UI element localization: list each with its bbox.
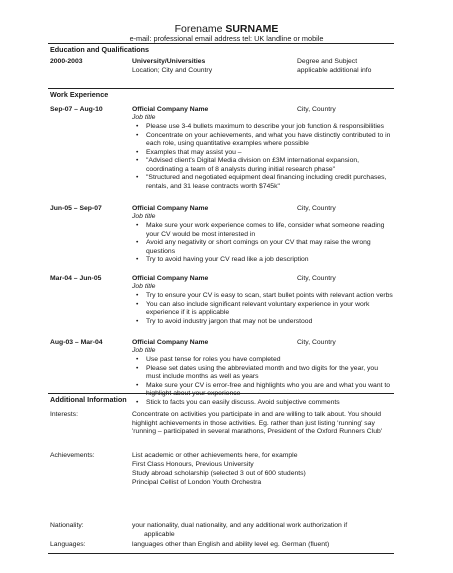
job-company: Official Company Name (132, 339, 209, 346)
job-bullets (132, 356, 394, 407)
achievement-item: Study abroad scholarship (selected 3 out of 600 students) (132, 470, 306, 477)
work-heading: Work Experience (50, 90, 109, 99)
list-item: • "Structured and negotiated equipment deal financing including credit purchases, rentals, and 31 lease contracts worth $745k" (132, 174, 394, 191)
job-location: City, Country (297, 339, 336, 346)
education-institution: University/Universities (132, 58, 206, 65)
nationality-label: Nationality: (50, 522, 84, 529)
achievement-item: First Class Honours, Previous University (132, 461, 254, 468)
job-dates: Jun-05 – Sep-07 (50, 205, 102, 212)
job-location: City, Country (297, 205, 336, 212)
job-company: Official Company Name (132, 106, 209, 113)
list-item: • Make sure your CV is error-free and highlights who you are and what you want to highlight about your experience (132, 382, 394, 399)
job-bullets (132, 123, 394, 191)
education-degree: Degree and Subject (297, 58, 358, 65)
interests-text: Concentrate on activities you participate in and are willing to talk about. You should highlight achievements in those activities. Eg. rather than just listing 'running' say 'running – participated in several marathons, President of the Oxford Runners Club' (132, 411, 383, 435)
list-item: • Please use 3-4 bullets maximum to describe your job function & responsibilities (132, 123, 394, 132)
education-location: Location; City and Country (132, 67, 213, 74)
job-company: Official Company Name (132, 205, 209, 212)
job-title: Job title (132, 347, 156, 354)
languages-text: languages other than English and ability level eg. German (fluent) (132, 541, 330, 548)
job-title: Job title (132, 213, 156, 220)
list-item: • Examples that may assist you – (132, 149, 394, 158)
job-dates: Mar-04 – Jun-05 (50, 275, 102, 282)
job-company: Official Company Name (132, 275, 209, 282)
forename: Forename (174, 23, 223, 35)
divider (48, 393, 394, 394)
achievement-item: Principal Cellist of London Youth Orchestra (132, 479, 262, 486)
job-location: City, Country (297, 275, 336, 282)
list-item: • Stick to facts you can easily discuss. Avoid subjective comments (132, 399, 394, 408)
languages-label: Languages: (50, 541, 86, 548)
list-item: • Avoid any negativity or short comings on your CV that may raise the wrong questions (132, 239, 394, 256)
list-item: • "Advised client's Digital Media division on £3M international expansion, coordinating a team of 8 analysts during initial research phase" (132, 157, 394, 174)
additional-heading: Additional Information (50, 395, 127, 404)
divider (48, 553, 394, 554)
job-bullets (132, 222, 394, 265)
job-title: Job title (132, 114, 156, 121)
nationality-text-cont: applicable (144, 531, 175, 538)
job-title: Job title (132, 283, 156, 290)
job-bullets (132, 292, 394, 326)
divider (48, 43, 394, 44)
list-item: • Concentrate on your achievements, and what you have distinctly contributed to in each role, using quantitative examples where possible (132, 132, 394, 149)
contact-line: e-mail: professional email address tel: UK landline or mobile (129, 34, 324, 43)
education-dates: 2000-2003 (50, 58, 83, 65)
education-heading: Education and Qualifications (50, 45, 150, 54)
list-item: • You can also include significant relevant voluntary experience in your work experience if it is applicable (132, 301, 394, 318)
job-dates: Sep-07 – Aug-10 (50, 106, 103, 113)
list-item: • Use past tense for roles you have completed (132, 356, 394, 365)
job-location: City, Country (297, 106, 336, 113)
surname: SURNAME (225, 23, 279, 35)
achievement-item: List academic or other achievements here, for example (132, 452, 298, 459)
divider (48, 88, 394, 89)
list-item: • Please set dates using the abbreviated month and two digits for the year, you must include months as well as years (132, 365, 394, 382)
nationality-text: your nationality, dual nationality, and any additional work authorization if (132, 522, 348, 529)
interests-label: Interests: (50, 411, 78, 418)
list-item: • Try to avoid industry jargon that may not be understood (132, 318, 394, 327)
achievements-label: Achievements: (50, 452, 95, 459)
education-info: applicable additional info (297, 67, 372, 74)
job-dates: Aug-03 – Mar-04 (50, 339, 103, 346)
list-item: • Try to avoid having your CV read like a job description (132, 256, 394, 265)
list-item: • Make sure your work experience comes to life, consider what someone reading your CV would be most interested in (132, 222, 394, 239)
list-item: • Try to ensure your CV is easy to scan, start bullet points with relevant action verbs (132, 292, 394, 301)
